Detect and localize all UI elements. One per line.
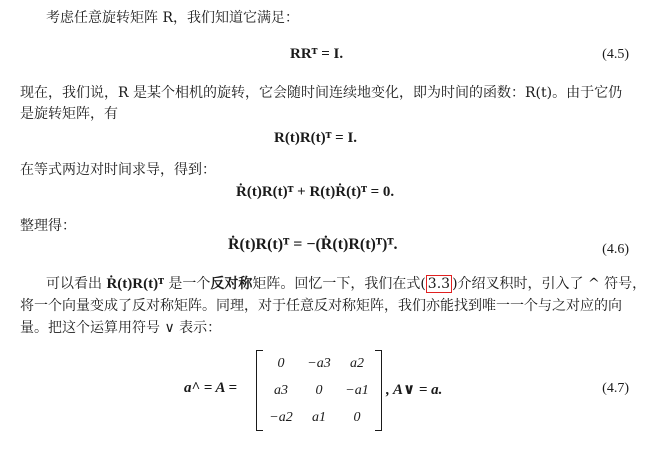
matrix-right-bracket <box>375 350 382 431</box>
matrix-cell: 0 <box>315 382 323 398</box>
text-line-8: 量。把这个运算用符号 ∨ 表示： <box>20 320 222 336</box>
text-line-1: 考虑任意旋转矩阵 R，我们知道它满足： <box>46 10 299 26</box>
text-line-6: 可以看出 Ṙ(t)R(t)ᵀ 是一个反对称矩阵。回忆一下，我们在式( 3.3 )介绍叉积时，引入了 ^ 符号， <box>46 276 647 292</box>
matrix-cell: −a3 <box>307 355 331 371</box>
equation-rotation-time: R(t)R(t)ᵀ = I. <box>274 130 358 146</box>
matrix-row <box>262 350 376 377</box>
matrix-cell: a1 <box>312 409 326 425</box>
matrix-cell: −a2 <box>269 409 293 425</box>
matrix-cell: 0 <box>277 355 285 371</box>
equation-4-6: Ṙ(t)R(t)ᵀ = −(Ṙ(t)R(t)ᵀ)ᵀ. <box>228 236 398 253</box>
text-line-5: 整理得： <box>20 218 76 234</box>
equation-reference-link[interactable]: 3.3 <box>427 276 451 292</box>
equation-number-4-6: (4.6) <box>602 242 629 257</box>
matrix-cell: −a1 <box>345 382 369 398</box>
matrix-cell: 0 <box>353 409 361 425</box>
text-line-4: 在等式两边对时间求导，得到： <box>20 162 216 178</box>
equation-number-4-7: (4.7) <box>602 381 629 396</box>
matrix-cell: a3 <box>274 382 288 398</box>
equation-number-4-5: (4.5) <box>602 47 629 62</box>
matrix-cell: a2 <box>350 355 364 371</box>
equation-4-7-rhs: , A∨ = a. <box>386 382 443 398</box>
bold-term: 反对称 <box>210 276 253 292</box>
text-line-7: 将一个向量变成了反对称矩阵。同理，对于任意反对称矩阵，我们亦能找到唯一一个与之对应的向 <box>20 298 622 314</box>
text-line-3: 是旋转矩阵，有 <box>20 106 118 122</box>
equation-derivative: Ṙ(t)R(t)ᵀ + R(t)Ṙ(t)ᵀ = 0. <box>236 184 395 200</box>
inline-math-skew: Ṙ(t)R(t)ᵀ <box>106 276 164 292</box>
matrix-row <box>262 377 376 404</box>
equation-4-5: RRᵀ = I. <box>290 46 344 62</box>
matrix-row <box>262 404 376 431</box>
text-line-2: 现在，我们说，R 是某个相机的旋转，它会随时间连续地变化，即为时间的函数：R(t)。由于它仍 <box>20 85 623 101</box>
equation-4-7-lhs: a^ = A = <box>184 380 238 396</box>
skew-matrix <box>256 350 382 431</box>
